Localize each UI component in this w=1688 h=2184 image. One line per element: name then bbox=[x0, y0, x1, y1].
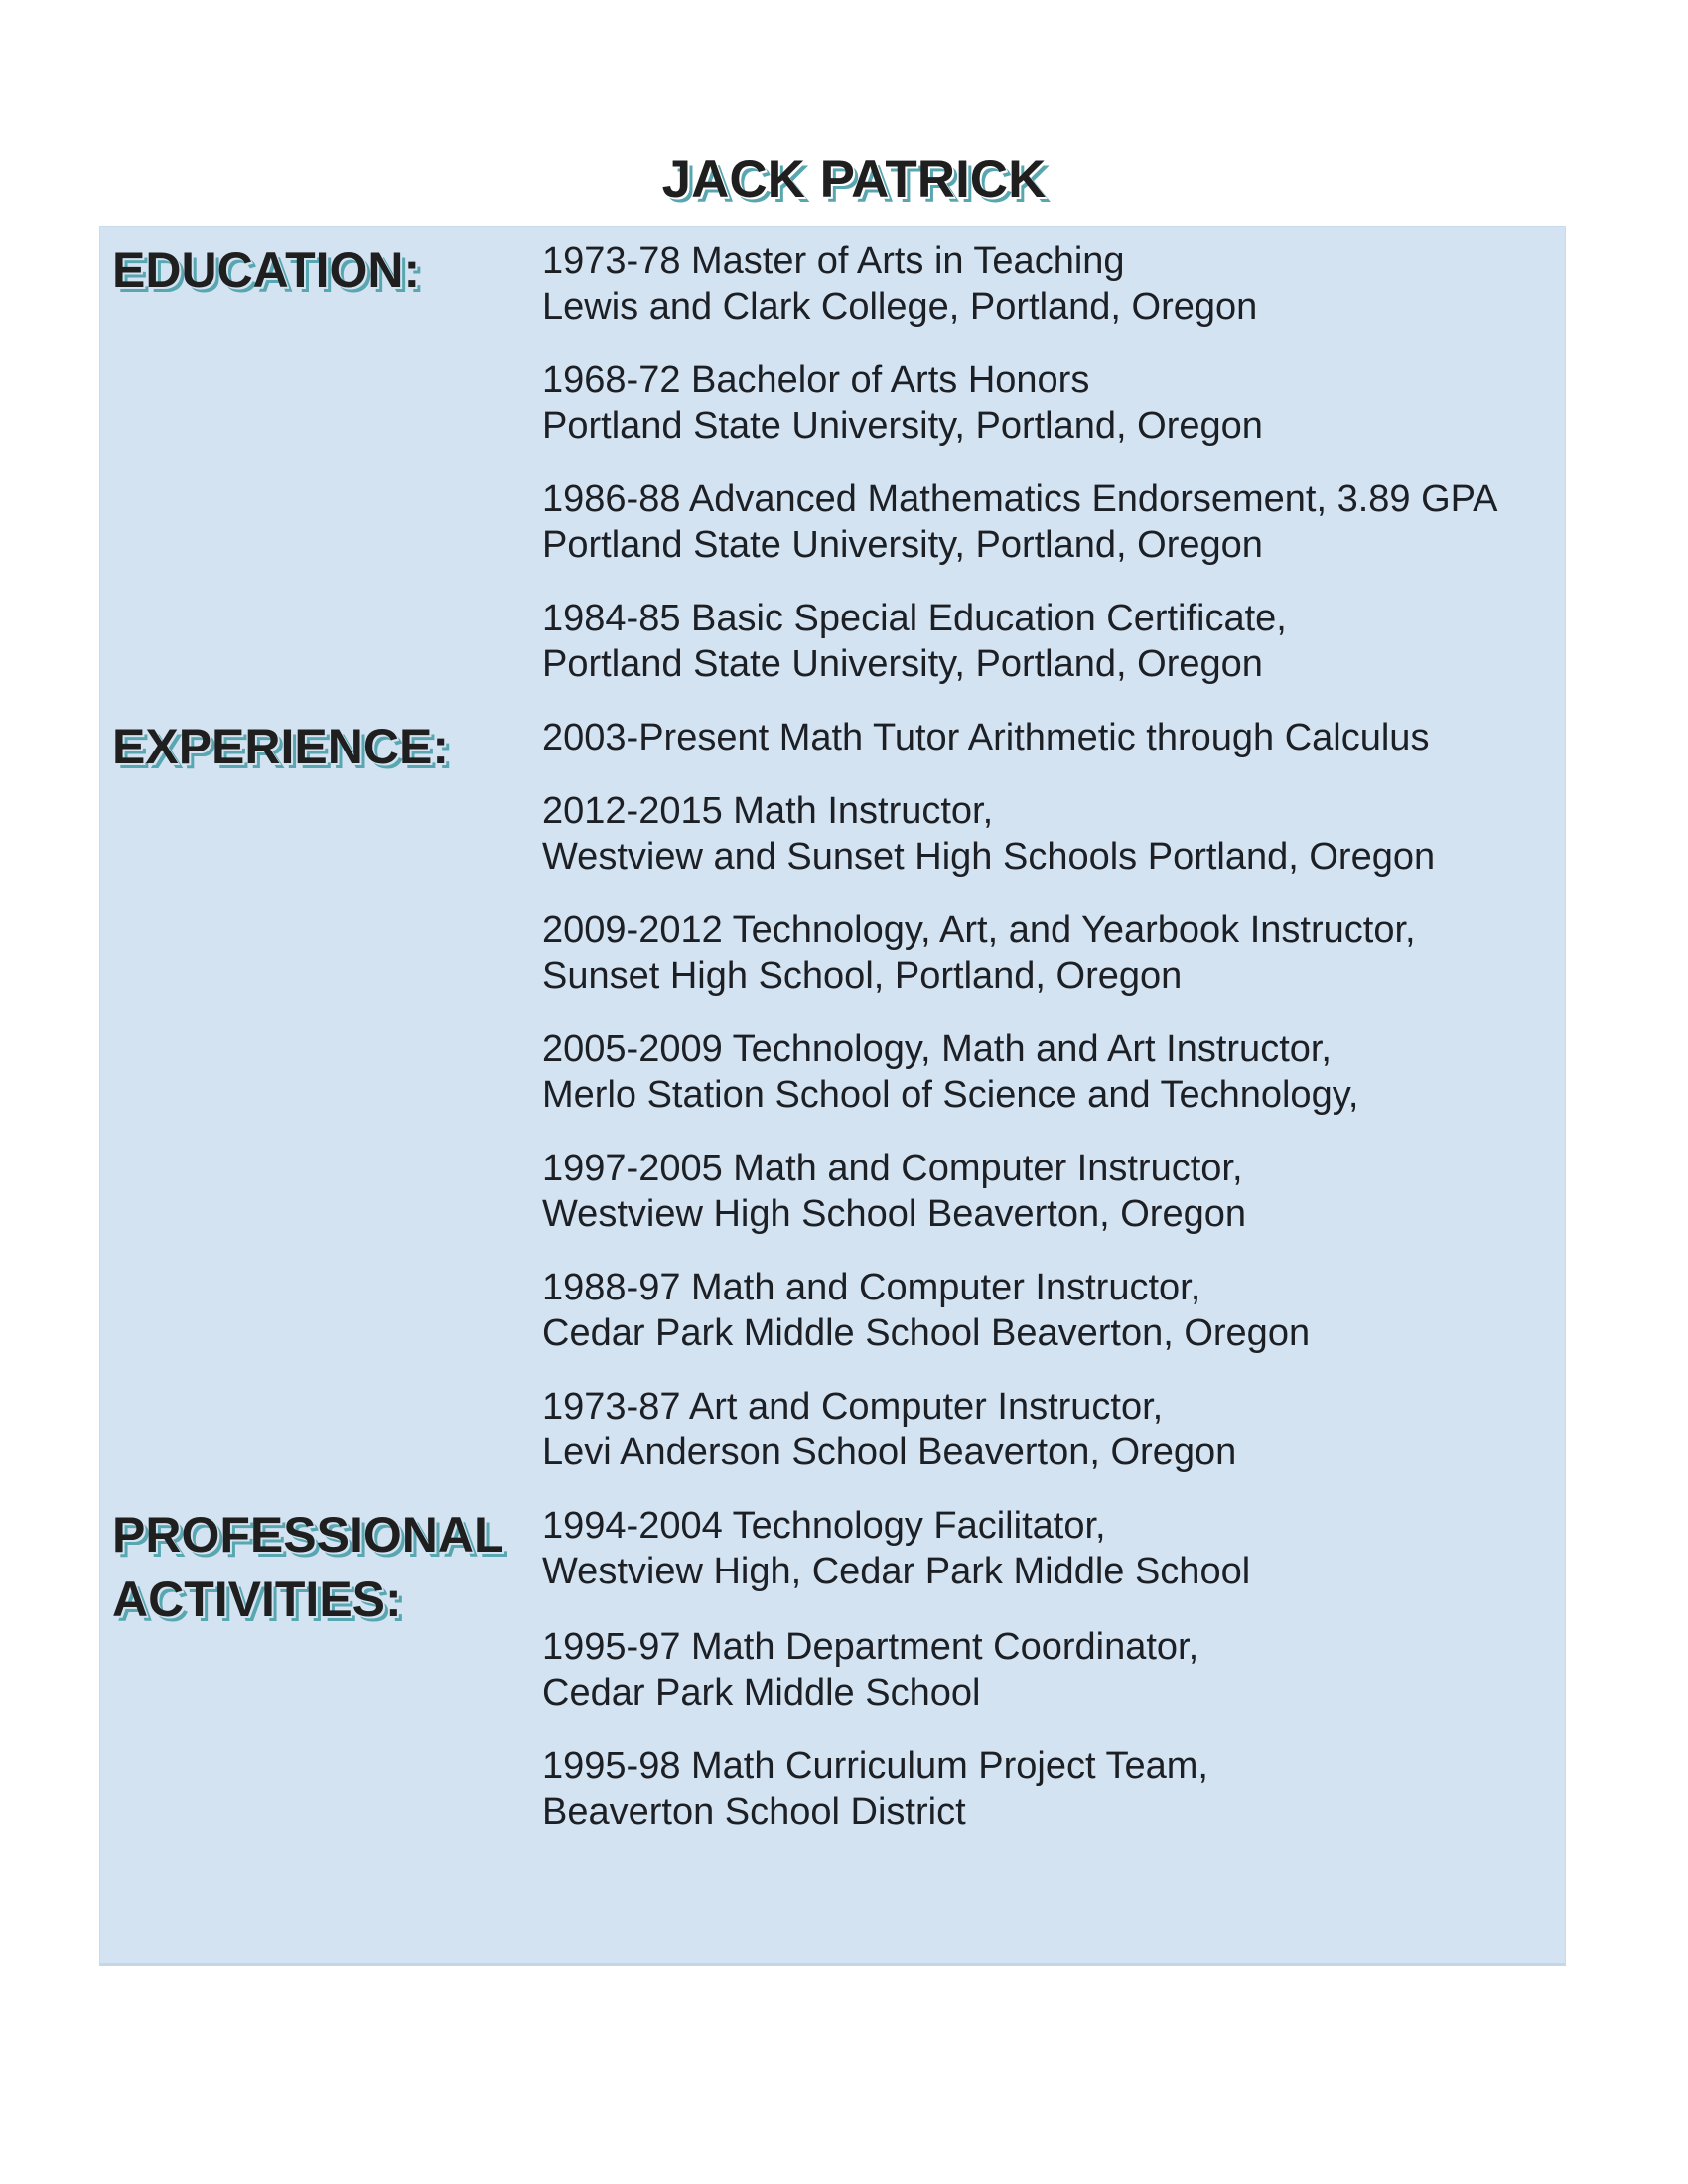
experience-entry bbox=[542, 1265, 1565, 1356]
entry-line: Lewis and Clark College, Portland, Oregon bbox=[542, 286, 1258, 328]
entry-line: Portland State University, Portland, Oregon bbox=[542, 405, 1263, 447]
education-entry bbox=[542, 238, 1565, 330]
entry-line: Westview and Sunset High Schools Portland, Oregon bbox=[542, 836, 1436, 878]
professional-activities-entries bbox=[542, 1503, 1565, 1862]
professional-activities-entry bbox=[542, 1624, 1565, 1715]
entry-line: Westview High, Cedar Park Middle School bbox=[542, 1551, 1251, 1592]
education-entry bbox=[542, 357, 1565, 449]
entry-line: Westview High School Beaverton, Oregon bbox=[542, 1193, 1246, 1235]
entry-line: Portland State University, Portland, Oregon bbox=[542, 643, 1263, 685]
education-entry bbox=[542, 596, 1565, 687]
entry-line: 1997-2005 Math and Computer Instructor, bbox=[542, 1148, 1243, 1189]
entry-line: Cedar Park Middle School Beaverton, Oregon bbox=[542, 1312, 1311, 1354]
experience-entry bbox=[542, 907, 1565, 999]
entry-line: Beaverton School District bbox=[542, 1791, 966, 1833]
section-education bbox=[112, 238, 1565, 715]
section-heading-experience: EXPERIENCE: bbox=[112, 719, 449, 774]
section-experience bbox=[112, 715, 1565, 1503]
entry-line: 1995-98 Math Curriculum Project Team, bbox=[542, 1745, 1208, 1787]
experience-entry bbox=[542, 1384, 1565, 1475]
entry-line: 2009-2012 Technology, Art, and Yearbook Instructor, bbox=[542, 909, 1416, 951]
entry-line: 1973-87 Art and Computer Instructor, bbox=[542, 1386, 1164, 1428]
education-entries bbox=[542, 238, 1565, 715]
entry-line: 2005-2009 Technology, Math and Art Instructor, bbox=[542, 1028, 1332, 1070]
experience-entries bbox=[542, 715, 1565, 1503]
professional-activities-entry bbox=[542, 1503, 1565, 1594]
resume-body-panel bbox=[99, 226, 1566, 1966]
entry-line: Sunset High School, Portland, Oregon bbox=[542, 955, 1183, 997]
section-professional-activities bbox=[112, 1503, 1565, 1862]
entry-line: 1984-85 Basic Special Education Certificate, bbox=[542, 598, 1287, 639]
experience-entry bbox=[542, 715, 1565, 760]
section-heading-professional-activities: PROFESSIONAL ACTIVITIES: bbox=[112, 1507, 503, 1627]
experience-entry bbox=[542, 1146, 1565, 1237]
page-title: JACK PATRICK bbox=[661, 150, 1047, 208]
section-heading-education: EDUCATION: bbox=[112, 242, 421, 298]
entry-line: 1968-72 Bachelor of Arts Honors bbox=[542, 359, 1090, 401]
entry-line: Cedar Park Middle School bbox=[542, 1672, 981, 1713]
entry-line: 2003-Present Math Tutor Arithmetic through Calculus bbox=[542, 717, 1430, 758]
entry-line: Merlo Station School of Science and Technology, bbox=[542, 1074, 1359, 1116]
experience-entry bbox=[542, 1026, 1565, 1118]
experience-entry bbox=[542, 788, 1565, 880]
entry-line: 1988-97 Math and Computer Instructor, bbox=[542, 1267, 1201, 1308]
entry-line: 1986-88 Advanced Mathematics Endorsement, 3.89 GPA bbox=[542, 478, 1498, 520]
professional-activities-entry bbox=[542, 1743, 1565, 1835]
entry-line: 1994-2004 Technology Facilitator, bbox=[542, 1505, 1106, 1547]
entry-line: Levi Anderson School Beaverton, Oregon bbox=[542, 1432, 1237, 1473]
entry-line: Portland State University, Portland, Oregon bbox=[542, 524, 1263, 566]
entry-line: 2012-2015 Math Instructor, bbox=[542, 790, 994, 832]
entry-line: 1995-97 Math Department Coordinator, bbox=[542, 1626, 1199, 1668]
education-entry bbox=[542, 477, 1565, 568]
entry-line: 1973-78 Master of Arts in Teaching bbox=[542, 240, 1125, 282]
